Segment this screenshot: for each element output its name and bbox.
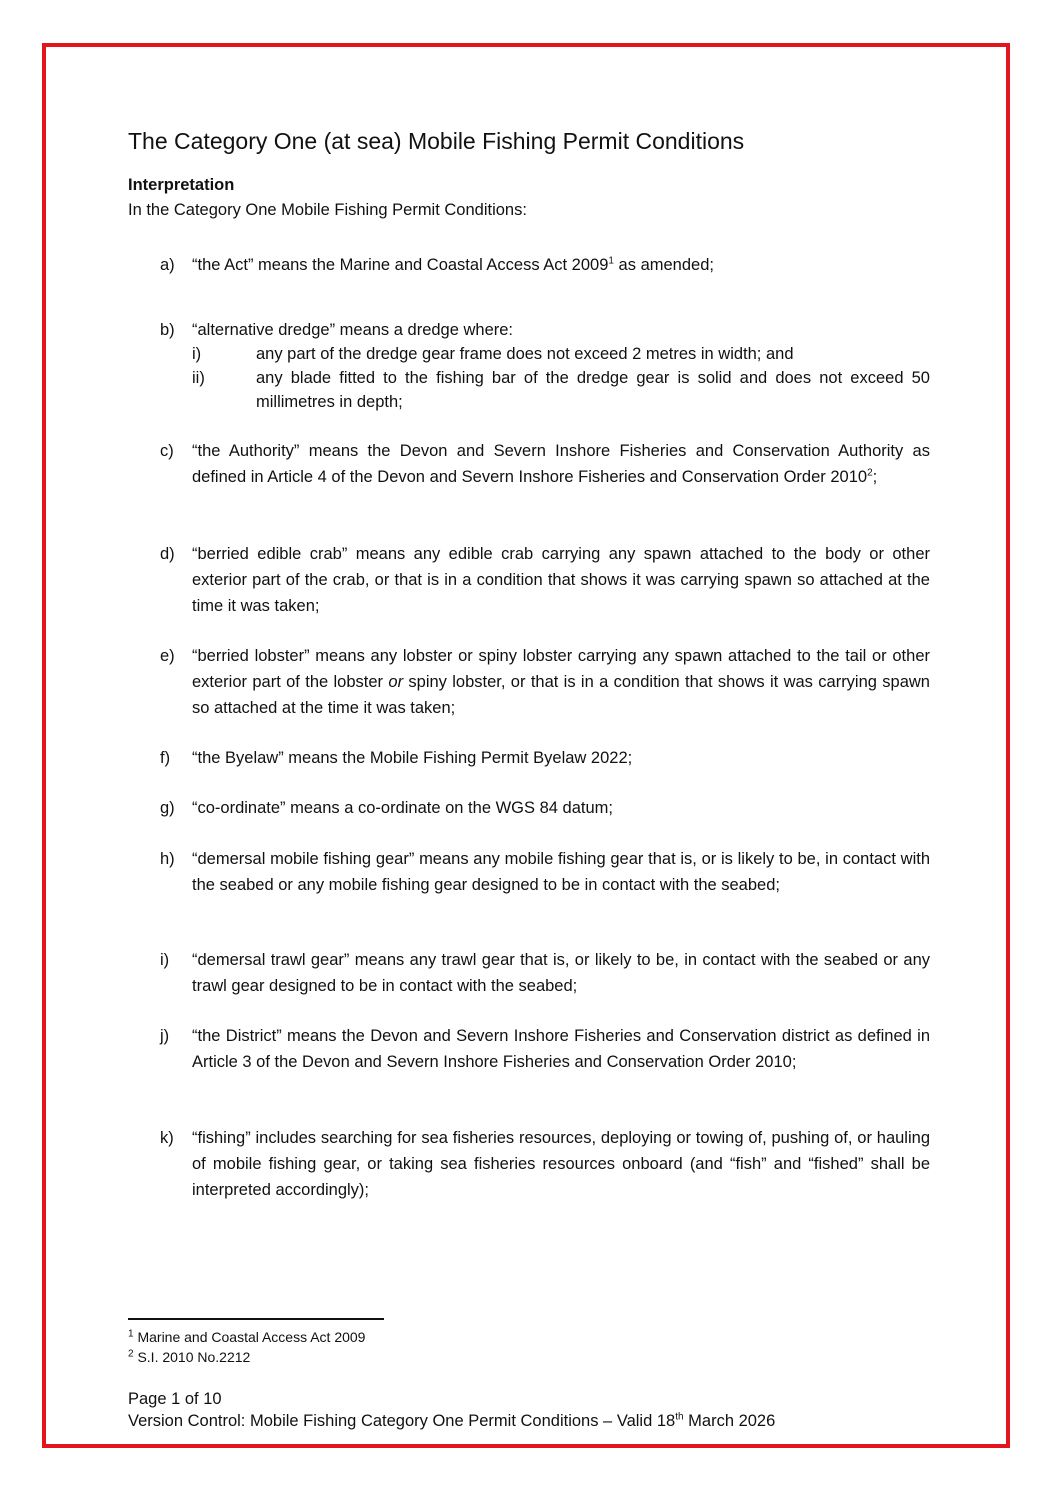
item-text-end: spiny lobster, or that is in a condition that shows it was carrying spawn so attached at the time it was taken; xyxy=(192,673,930,717)
definition-item-d xyxy=(160,541,930,619)
version-text: Version Control: Mobile Fishing Category One Permit Conditions – Valid 18 xyxy=(128,1412,676,1430)
footnote-number: 2 xyxy=(128,1348,134,1360)
section-heading: Interpretation xyxy=(128,176,235,194)
footnote-1 xyxy=(128,1329,365,1345)
definition-item-e xyxy=(160,643,930,721)
item-text: “the Act” means the Marine and Coastal Access Act 2009 xyxy=(192,256,609,274)
item-label: h) xyxy=(160,850,175,868)
footnote-ref[interactable]: 2 xyxy=(867,467,873,479)
footnote-ref[interactable]: 1 xyxy=(608,255,614,267)
item-text: “the Byelaw” means the Mobile Fishing Permit Byelaw 2022; xyxy=(192,749,633,767)
sub-item-text: any part of the dredge gear frame does not exceed 2 metres in width; and xyxy=(256,345,794,363)
item-label: g) xyxy=(160,799,175,817)
definition-item-f xyxy=(160,745,930,771)
version-control xyxy=(128,1412,775,1431)
sub-item-label: i) xyxy=(192,345,202,363)
footnote-divider xyxy=(128,1318,384,1320)
sub-item-ii xyxy=(192,366,930,414)
item-text: “fishing” includes searching for sea fisheries resources, deploying or towing of, pushing of, or hauling of mobile fishing gear, or taking sea fisheries resources onboard (and “fish” and “fished” shall be interpreted accordingly); xyxy=(192,1129,930,1199)
page-number: Page 1 of 10 xyxy=(128,1390,222,1408)
definition-item-g xyxy=(160,795,930,821)
item-label: a) xyxy=(160,256,175,274)
item-text: “demersal trawl gear” means any trawl gear that is, or likely to be, in contact with the seabed or any trawl gear designed to be in contact with the seabed; xyxy=(192,951,930,995)
footnote-2 xyxy=(128,1349,250,1365)
item-label: d) xyxy=(160,545,175,563)
intro-text: In the Category One Mobile Fishing Permit Conditions: xyxy=(128,201,527,219)
definition-item-h xyxy=(160,846,930,898)
footnote-number: 1 xyxy=(128,1328,134,1340)
definition-item-c xyxy=(160,438,930,490)
item-text-italic: or xyxy=(388,673,404,691)
sub-item-text: any blade fitted to the fishing bar of the dredge gear is solid and does not exceed 50 millimetres in depth; xyxy=(256,369,930,411)
item-text: “demersal mobile fishing gear” means any mobile fishing gear that is, or is likely to be, in contact with the seabed or any mobile fishing gear designed to be in contact with the seabed; xyxy=(192,850,930,894)
item-label: k) xyxy=(160,1129,174,1147)
footnote-text: S.I. 2010 No.2212 xyxy=(133,1349,251,1365)
version-date-suffix: th xyxy=(675,1411,684,1423)
item-text-end: ; xyxy=(872,468,878,486)
definition-item-i xyxy=(160,947,930,999)
item-text: “berried lobster” means any lobster or spiny lobster carrying any spawn attached to the tail or other exterior part of the lobster xyxy=(192,647,930,691)
item-text: “berried edible crab” means any edible crab carrying any spawn attached to the body or other exterior part of the crab, or that is in a condition that shows it was carrying spawn so attached at the time it was taken; xyxy=(192,545,930,615)
definition-item-b xyxy=(160,318,930,414)
definition-item-a xyxy=(160,252,930,278)
item-label: j) xyxy=(160,1027,170,1045)
version-text-end: March 2026 xyxy=(683,1412,776,1430)
item-label: c) xyxy=(160,442,174,460)
item-text: “the Authority” means the Devon and Severn Inshore Fisheries and Conservation Authority as defined in Article 4 of the Devon and Severn Inshore Fisheries and Conservation Order 2010 xyxy=(192,442,930,486)
item-label: f) xyxy=(160,749,171,767)
item-label: e) xyxy=(160,647,175,665)
item-text: “alternative dredge” means a dredge where: xyxy=(192,321,514,339)
sub-item-label: ii) xyxy=(192,369,205,387)
definition-item-j xyxy=(160,1023,930,1075)
item-text-end: as amended; xyxy=(613,256,714,274)
item-label: i) xyxy=(160,951,170,969)
document-title: The Category One (at sea) Mobile Fishing Permit Conditions xyxy=(128,128,745,154)
definition-item-k xyxy=(160,1125,930,1203)
sub-item-i xyxy=(192,342,930,366)
item-text: “co-ordinate” means a co-ordinate on the WGS 84 datum; xyxy=(192,799,613,817)
item-text: “the District” means the Devon and Severn Inshore Fisheries and Conservation district as defined in Article 3 of the Devon and Severn Inshore Fisheries and Conservation Order 2010; xyxy=(192,1027,930,1071)
item-label: b) xyxy=(160,321,175,339)
footnote-text: Marine and Coastal Access Act 2009 xyxy=(133,1329,366,1345)
